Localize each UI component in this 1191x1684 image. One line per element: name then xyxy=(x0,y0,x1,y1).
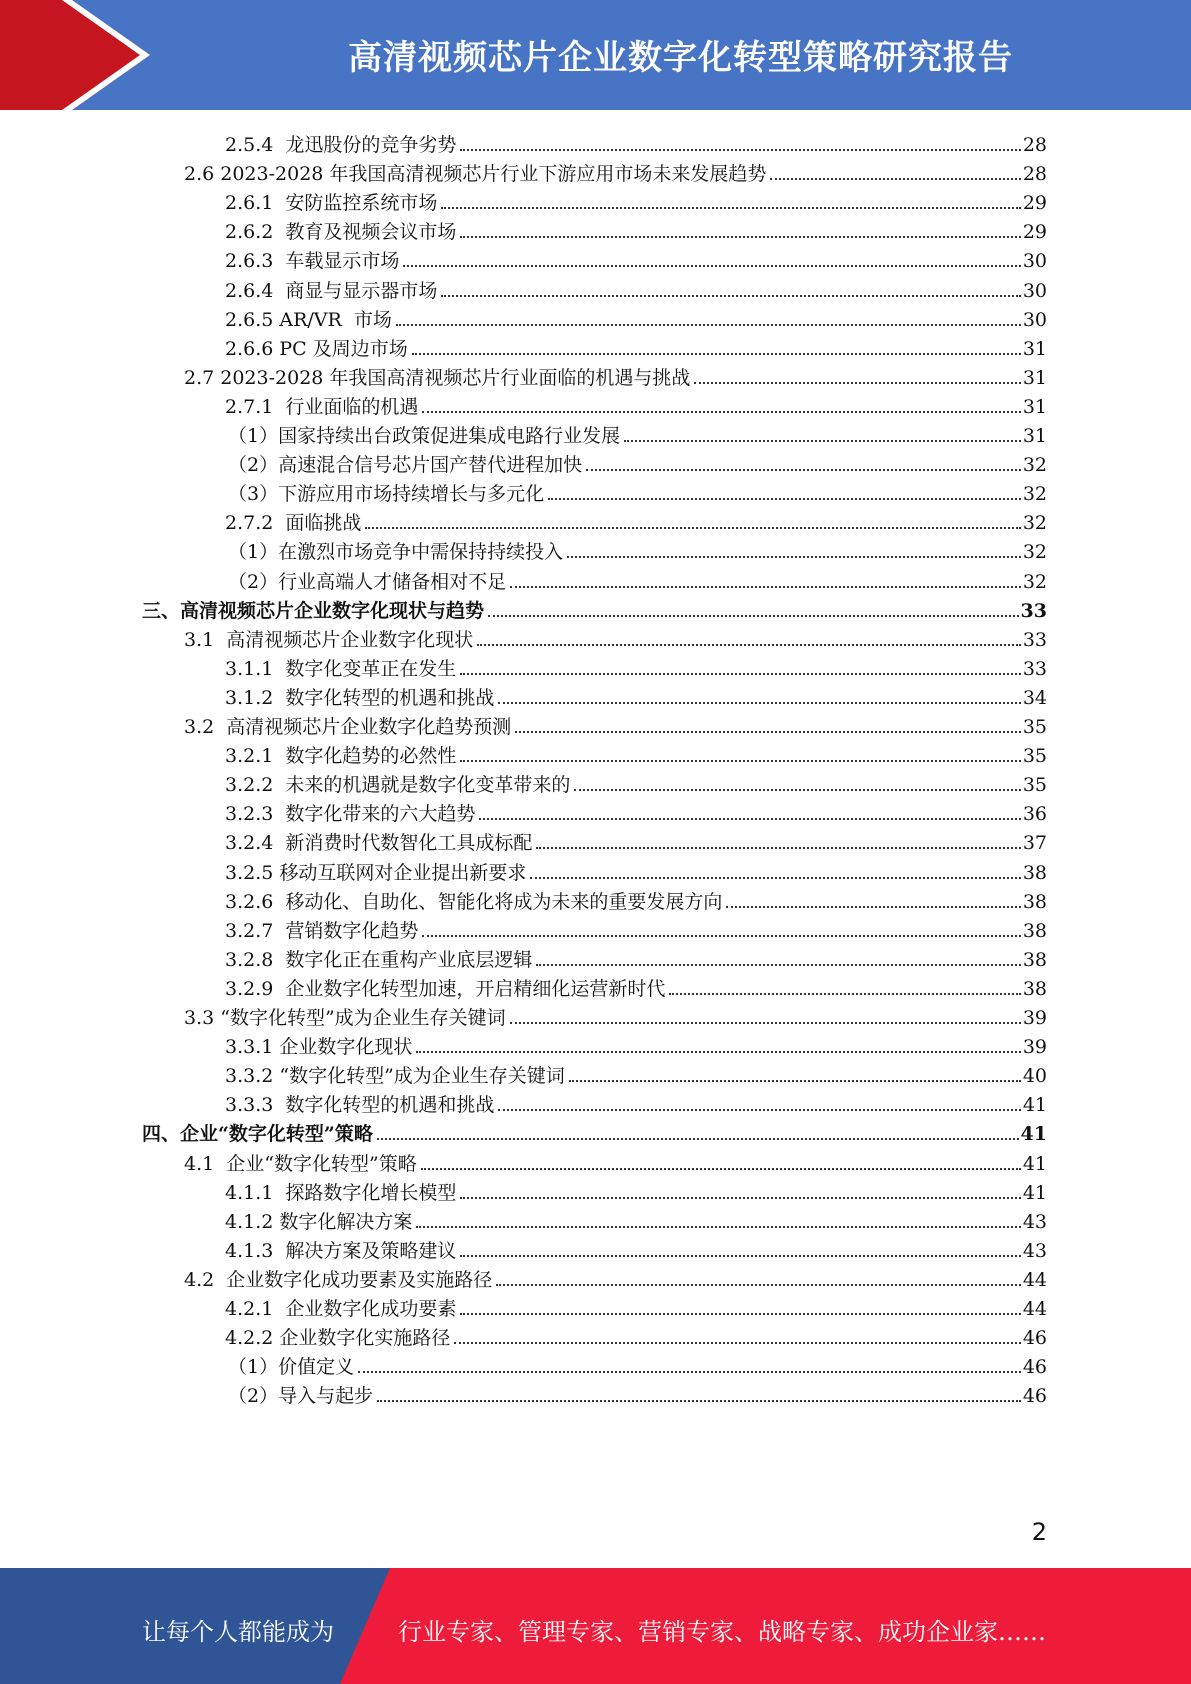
toc-entry[interactable] xyxy=(184,155,1047,186)
toc-entry-page: 40 xyxy=(1022,1065,1047,1088)
toc-entry[interactable] xyxy=(225,1232,1047,1263)
toc-entry[interactable] xyxy=(225,388,1047,419)
toc-leader-dots xyxy=(567,556,1021,558)
toc-entry-label: 2.6.2 教育及视频会议市场 xyxy=(225,221,457,244)
toc-entry-page: 28 xyxy=(1022,163,1047,186)
toc-entry-label: 3.2.7 营销数字化趋势 xyxy=(225,919,419,942)
toc-entry-page: 46 xyxy=(1022,1356,1047,1379)
toc-leader-dots xyxy=(460,760,1020,762)
toc-entry-page: 32 xyxy=(1022,512,1047,535)
toc-entry[interactable] xyxy=(225,1086,1047,1117)
toc-entry-page: 38 xyxy=(1022,861,1047,884)
toc-entry-label: 3.2.2 未来的机遇就是数字化变革带来的 xyxy=(225,774,571,797)
toc-entry[interactable] xyxy=(225,1174,1047,1205)
toc-leader-dots xyxy=(421,1168,1021,1170)
page-footer xyxy=(0,1568,1191,1684)
toc-entry[interactable] xyxy=(228,475,1047,506)
toc-entry-label: （3）下游应用市场持续增长与多元化 xyxy=(228,483,545,506)
toc-entry[interactable] xyxy=(225,854,1047,885)
toc-entry-label: 4.2.2 企业数字化实施路径 xyxy=(225,1327,451,1350)
toc-entry[interactable] xyxy=(225,970,1047,1001)
toc-entry-label: 3.2.3 数字化带来的六大趋势 xyxy=(225,803,476,826)
toc-entry-label: 4.1.2 数字化解决方案 xyxy=(225,1210,413,1233)
toc-leader-dots xyxy=(441,295,1020,297)
toc-leader-dots xyxy=(460,236,1020,238)
toc-entry-page: 35 xyxy=(1022,745,1047,768)
toc-entry[interactable] xyxy=(225,126,1047,157)
toc-entry[interactable] xyxy=(225,1319,1047,1350)
toc-entry-page: 39 xyxy=(1022,1007,1047,1029)
toc-leader-dots xyxy=(726,906,1020,908)
toc-entry-label: 3.2.1 数字化趋势的必然性 xyxy=(225,745,457,768)
toc-leader-dots xyxy=(377,1400,1021,1402)
toc-leader-dots xyxy=(530,877,1020,879)
toc-leader-dots xyxy=(422,411,1020,413)
toc-entry-page: 41 xyxy=(1020,1123,1047,1146)
toc-entry-label: （2）高速混合信号芯片国产替代进程加快 xyxy=(228,454,583,477)
toc-entry-page: 29 xyxy=(1022,221,1047,244)
toc-leader-dots xyxy=(498,702,1020,704)
toc-leader-dots xyxy=(515,731,1021,733)
toc-entry[interactable] xyxy=(184,359,1047,390)
toc-entry[interactable] xyxy=(225,824,1047,855)
toc-entry[interactable] xyxy=(184,1261,1047,1292)
toc-entry[interactable] xyxy=(225,650,1047,681)
page-number: 2 xyxy=(1031,1518,1047,1546)
toc-entry-label: 3.2.8 数字化正在重构产业底层逻辑 xyxy=(225,948,533,971)
toc-leader-dots xyxy=(694,382,1020,384)
toc-entry-label: 3.3 “数字化转型”成为企业生存关键词 xyxy=(184,1007,506,1029)
toc-entry-label: 4.2 企业数字化成功要素及实施路径 xyxy=(184,1268,493,1291)
toc-entry[interactable] xyxy=(228,1377,1047,1408)
toc-entry-page: 38 xyxy=(1022,977,1047,1000)
toc-entry-page: 29 xyxy=(1022,192,1047,215)
toc-entry-page: 35 xyxy=(1022,716,1047,738)
toc-leader-dots xyxy=(574,789,1020,791)
toc-entry-label: 2.6 2023-2028 年我国高清视频芯片行业下游应用市场未来发展趋势 xyxy=(184,163,767,186)
toc-leader-dots xyxy=(510,1022,1021,1024)
toc-entry-label: 3.2.4 新消费时代数智化工具成标配 xyxy=(225,832,533,855)
toc-entry[interactable] xyxy=(225,912,1047,943)
toc-entry-label: 2.7.1 行业面临的机遇 xyxy=(225,395,419,418)
toc-entry[interactable] xyxy=(225,1203,1047,1234)
toc-entry-label: 2.6.6 PC 及周边市场 xyxy=(225,337,408,360)
toc-entry[interactable] xyxy=(225,301,1047,332)
toc-entry-page: 33 xyxy=(1022,628,1047,651)
toc-entry-label: 2.6.5 AR/VR 市场 xyxy=(225,308,392,331)
toc-entry[interactable] xyxy=(225,766,1047,797)
toc-entry-page: 39 xyxy=(1022,1036,1047,1059)
toc-leader-dots xyxy=(403,265,1020,267)
toc-entry[interactable] xyxy=(228,563,1047,594)
toc-entry-page: 33 xyxy=(1022,657,1047,680)
toc-entry-label: 2.5.4 龙迅股份的竞争劣势 xyxy=(225,134,457,156)
toc-entry-page: 31 xyxy=(1022,395,1047,418)
toc-entry[interactable] xyxy=(225,1028,1047,1059)
toc-entry-page: 43 xyxy=(1022,1239,1047,1262)
toc-entry-page: 30 xyxy=(1022,279,1047,302)
toc-leader-dots xyxy=(396,324,1021,326)
toc-entry[interactable] xyxy=(184,621,1047,652)
toc-entry[interactable] xyxy=(228,417,1047,448)
toc-entry[interactable] xyxy=(228,446,1047,477)
toc-entry[interactable] xyxy=(225,679,1047,710)
toc-entry[interactable] xyxy=(225,504,1047,535)
toc-leader-dots xyxy=(477,644,1021,646)
toc-entry-page: 37 xyxy=(1022,832,1047,855)
toc-leader-dots xyxy=(365,527,1020,529)
toc-leader-dots xyxy=(416,1226,1020,1228)
toc-entry-label: 3.1.1 数字化变革正在发生 xyxy=(225,657,457,680)
toc-leader-dots xyxy=(460,149,1020,151)
toc-entry-label: 4.1 企业“数字化转型”策略 xyxy=(184,1152,417,1175)
toc-entry-page: 41 xyxy=(1022,1152,1047,1175)
toc-entry-page: 38 xyxy=(1022,890,1047,913)
toc-entry-label: 3.3.3 数字化转型的机遇和挑战 xyxy=(225,1094,495,1117)
toc-entry-label: 3.1.2 数字化转型的机遇和挑战 xyxy=(225,686,495,709)
toc-entry-label: （1）国家持续出台政策促进集成电路行业发展 xyxy=(228,425,621,447)
toc-leader-dots xyxy=(460,1313,1020,1315)
toc-entry-label: 3.2 高清视频芯片企业数字化趋势预测 xyxy=(184,716,512,738)
toc-entry[interactable] xyxy=(225,242,1047,273)
toc-leader-dots xyxy=(358,1371,1021,1373)
toc-entry-label: 4.2.1 企业数字化成功要素 xyxy=(225,1298,457,1320)
toc-leader-dots xyxy=(416,1051,1020,1053)
toc-leader-dots xyxy=(536,847,1020,849)
toc-leader-dots xyxy=(669,993,1020,995)
toc-entry-page: 38 xyxy=(1022,948,1047,971)
toc-entry[interactable] xyxy=(225,330,1047,361)
toc-entry-label: 2.7.2 面临挑战 xyxy=(225,512,362,535)
toc-leader-dots xyxy=(496,1284,1021,1286)
toc-entry-page: 35 xyxy=(1022,774,1047,797)
toc-leader-dots xyxy=(412,353,1021,355)
toc-entry-page: 31 xyxy=(1022,337,1047,360)
toc-entry[interactable] xyxy=(225,1057,1047,1088)
toc-entry-page: 46 xyxy=(1022,1327,1047,1350)
toc-entry-label: 4.1.1 探路数字化增长模型 xyxy=(225,1181,457,1204)
toc-entry[interactable] xyxy=(225,737,1047,768)
toc-leader-dots xyxy=(454,1342,1020,1344)
toc-leader-dots xyxy=(460,673,1020,675)
toc-entry-label: 2.6.4 商显与显示器市场 xyxy=(225,279,438,302)
toc-entry-page: 30 xyxy=(1022,308,1047,331)
toc-entry-page: 44 xyxy=(1022,1268,1047,1291)
toc-entry[interactable] xyxy=(225,883,1047,914)
toc-leader-dots xyxy=(548,498,1021,500)
toc-leader-dots xyxy=(422,935,1020,937)
page-header xyxy=(0,0,1191,110)
toc-entry[interactable] xyxy=(225,1290,1047,1321)
toc-entry-page: 32 xyxy=(1022,570,1047,593)
toc-entry-label: 3.3.1 企业数字化现状 xyxy=(225,1036,413,1059)
toc-entry-label: 3.2.6 移动化、自助化、智能化将成为未来的重要发展方向 xyxy=(225,890,723,913)
toc-leader-dots xyxy=(624,440,1021,442)
toc-entry-label: （1）价值定义 xyxy=(228,1356,355,1379)
toc-leader-dots xyxy=(441,207,1020,209)
toc-entry-label: 3.1 高清视频芯片企业数字化现状 xyxy=(184,628,474,651)
toc-entry-page: 31 xyxy=(1022,425,1047,447)
toc-entry[interactable] xyxy=(225,941,1047,972)
toc-entry-page: 28 xyxy=(1022,134,1047,156)
toc-entry-label: （2）导入与起步 xyxy=(228,1385,374,1408)
toc-entry-page: 44 xyxy=(1022,1298,1047,1320)
toc-entry-label: 四、企业“数字化转型”策略 xyxy=(142,1123,373,1146)
toc-entry[interactable] xyxy=(228,533,1047,564)
toc-leader-dots xyxy=(770,178,1020,180)
toc-entry-label: 3.2.5 移动互联网对企业提出新要求 xyxy=(225,861,527,884)
toc-entry-label: 3.2.9 企业数字化转型加速，开启精细化运营新时代 xyxy=(225,977,666,1000)
toc-entry-page: 46 xyxy=(1022,1385,1047,1408)
toc-entry[interactable] xyxy=(225,184,1047,215)
toc-leader-dots xyxy=(488,615,1019,617)
header-red-arrow xyxy=(0,0,150,110)
toc-entry[interactable] xyxy=(142,592,1047,623)
toc-entry-label: 2.6.3 车载显示市场 xyxy=(225,250,400,273)
toc-leader-dots xyxy=(510,586,1021,588)
toc-leader-dots xyxy=(377,1138,1019,1140)
footer-slogan-left: 让每个人都能成为 xyxy=(142,1618,334,1646)
toc-entry-label: 三、高清视频芯片企业数字化现状与趋势 xyxy=(142,599,485,622)
toc-entry-label: 2.6.1 安防监控系统市场 xyxy=(225,192,438,215)
toc-entry-page: 43 xyxy=(1022,1210,1047,1233)
toc-leader-dots xyxy=(460,1197,1020,1199)
toc-entry[interactable] xyxy=(142,1115,1047,1146)
toc-entry[interactable] xyxy=(225,213,1047,244)
toc-entry-label: 3.3.2 “数字化转型”成为企业生存关键词 xyxy=(225,1065,565,1088)
toc-leader-dots xyxy=(569,1080,1021,1082)
toc-entry-page: 31 xyxy=(1022,366,1047,389)
toc-entry[interactable] xyxy=(228,1348,1047,1379)
toc-leader-dots xyxy=(536,964,1020,966)
toc-entry-page: 30 xyxy=(1022,250,1047,273)
toc-entry-page: 33 xyxy=(1020,599,1047,622)
toc-entry-page: 32 xyxy=(1022,483,1047,506)
toc-leader-dots xyxy=(586,469,1021,471)
toc-entry-label: 4.1.3 解决方案及策略建议 xyxy=(225,1239,457,1262)
footer-slogan-right: 行业专家、管理专家、营销专家、战略专家、成功企业家…… xyxy=(398,1618,1046,1646)
toc-entry-page: 38 xyxy=(1022,919,1047,942)
toc-entry-label: 2.7 2023-2028 年我国高清视频芯片行业面临的机遇与挑战 xyxy=(184,366,691,389)
report-title: 高清视频芯片企业数字化转型策略研究报告 xyxy=(348,38,1013,78)
toc-entry-label: （1）在激烈市场竞争中需保持持续投入 xyxy=(228,541,564,564)
toc-entry[interactable] xyxy=(184,1145,1047,1176)
toc-leader-dots xyxy=(479,818,1020,820)
toc-entry-page: 41 xyxy=(1022,1094,1047,1117)
toc-entry-page: 32 xyxy=(1022,541,1047,564)
toc-entry-page: 32 xyxy=(1022,454,1047,477)
toc-entry[interactable] xyxy=(225,795,1047,826)
toc-entry[interactable] xyxy=(184,999,1047,1030)
toc-entry-page: 36 xyxy=(1022,803,1047,826)
toc-leader-dots xyxy=(498,1109,1020,1111)
toc-entry[interactable] xyxy=(225,272,1047,303)
toc-leader-dots xyxy=(460,1255,1020,1257)
toc-entry[interactable] xyxy=(184,708,1047,739)
toc-entry-page: 41 xyxy=(1022,1181,1047,1204)
toc-entry-label: （2）行业高端人才储备相对不足 xyxy=(228,570,507,593)
toc-entry-page: 34 xyxy=(1022,686,1047,709)
